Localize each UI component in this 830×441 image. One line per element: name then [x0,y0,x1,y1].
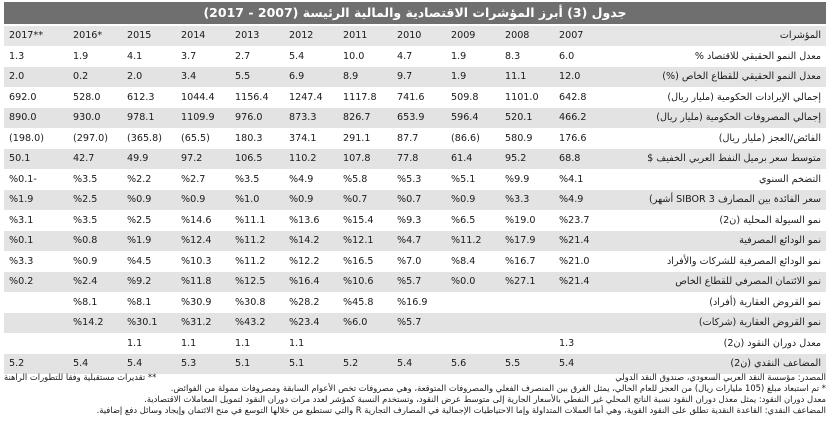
table-cell: %12.2 [284,251,338,272]
row-label: نمو القروض العقارية (شركات) [608,313,826,334]
table-cell: %9.9 [500,169,554,190]
table-cell [338,333,392,354]
table-cell: 1247.4 [284,87,338,108]
footnotes [4,372,826,438]
table-cell: %2.2 [122,169,176,190]
table-cell: %3.5 [68,210,122,231]
table-cell: 978.1 [122,108,176,129]
table-cell: 1044.4 [176,87,230,108]
table-cell: %8.1 [68,292,122,313]
table-cell: 97.2 [176,149,230,170]
table-cell: 1.9 [446,67,500,88]
table-cell: 9.7 [392,67,446,88]
table-cell: %21.4 [554,231,608,252]
table-cell: %28.2 [284,292,338,313]
table-cell: 653.9 [392,108,446,129]
table-cell: %11.2 [446,231,500,252]
table-cell [500,292,554,313]
table-cell: 3.7 [176,46,230,67]
table-cell: 77.8 [392,149,446,170]
table-cell: 1101.0 [500,87,554,108]
table-cell: 826.7 [338,108,392,129]
table-cell: %5.1 [446,169,500,190]
year-header: 2011 [338,26,392,46]
table-row [4,333,826,354]
table-cell: %17.9 [500,231,554,252]
footnote-source-row [4,372,826,383]
table-cell [4,313,68,334]
table-cell: 8.9 [338,67,392,88]
table-cell: 5.5 [230,67,284,88]
table-cell: 976.0 [230,108,284,129]
row-label: معدل النمو الحقيقي للقطاع الخاص (%) [608,67,826,88]
table-cell: %0.9 [68,251,122,272]
table-cell [4,333,68,354]
table-cell: %23.7 [554,210,608,231]
table-cell: 580.9 [500,128,554,149]
table-cell: 3.4 [176,67,230,88]
table-cell: %6.0 [338,313,392,334]
table-cell: 5.4 [284,46,338,67]
table-row [4,272,826,293]
table-cell: %14.6 [176,210,230,231]
table-cell: 176.6 [554,128,608,149]
table-cell [446,313,500,334]
header-row [4,26,826,46]
row-label: إجمالي المصروفات الحكومية (مليار ريال) [608,108,826,129]
table-cell [392,333,446,354]
table-cell: %3.3 [500,190,554,211]
table-cell: 1.1 [230,333,284,354]
table-cell: %9.2 [122,272,176,293]
table-cell: 642.8 [554,87,608,108]
velocity-note: معدل دوران النقود: يمثل معدل دوران النقود نسبة الناتج المحلي غير النفطي بالأسعار الجارية إلى متوسط عرض النقود، وتستخدم النسبة كمؤشر لعدد مرات دوران النقود لتمويل المعاملات الاقتصادية. [144,394,826,404]
table-cell: 509.8 [446,87,500,108]
table-cell: 1.9 [68,46,122,67]
year-header: 2010 [392,26,446,46]
row-label: التضخم السنوي [608,169,826,190]
table-row [4,128,826,149]
table-cell: 6.0 [554,46,608,67]
table-cell: %5.3 [392,169,446,190]
table-cell: 68.8 [554,149,608,170]
star-note: * تم استبعاد مبلغ (105 مليارات ريال) من العجز للعام الحالي، يمثل الفرق بين المنصرف الفعلي والمصروفات المتوقعة، وهي مصروفات تخص الأعوام السابقة ومصروفات ممولة من الفوائض. [170,383,826,393]
table-cell: 12.0 [554,67,608,88]
table-body [4,46,826,374]
table-cell: %30.1 [122,313,176,334]
table-cell: %2.5 [122,210,176,231]
table-cell: %0.7 [392,190,446,211]
row-label: نمو الودائع المصرفية [608,231,826,252]
table-cell: 5.6 [446,354,500,375]
table-cell: %2.4 [68,272,122,293]
table-cell: %0.8 [68,231,122,252]
label-column-header: المؤشرات [608,26,826,46]
table-row [4,251,826,272]
source-note: المصدر: مؤسسة النقد العربي السعودي، صندوق النقد الدولي [615,372,826,382]
table-cell: 1.3 [4,46,68,67]
table-cell: %31.2 [176,313,230,334]
table-cell: %0.1- [4,169,68,190]
row-label: نمو القروض العقارية (أفراد) [608,292,826,313]
table-cell: 8.3 [500,46,554,67]
table-cell: %11.8 [176,272,230,293]
table-row [4,190,826,211]
row-label: معدل النمو الحقيقي للاقتصاد % [608,46,826,67]
table-cell: %4.9 [284,169,338,190]
table-cell: %0.9 [122,190,176,211]
table-row [4,354,826,375]
table-cell: 741.6 [392,87,446,108]
table-cell: 4.1 [122,46,176,67]
table-cell: 1156.4 [230,87,284,108]
table-cell: %1.0 [230,190,284,211]
table-cell: %11.2 [230,251,284,272]
table-cell: %11.2 [230,231,284,252]
table-cell: %0.9 [284,190,338,211]
table-cell: 1.3 [554,333,608,354]
table-cell: 596.4 [446,108,500,129]
table-cell: %3.5 [230,169,284,190]
table-cell: 10.0 [338,46,392,67]
table-cell: %27.1 [500,272,554,293]
table-cell: 1.9 [446,46,500,67]
table-row [4,231,826,252]
table-cell [446,292,500,313]
table-cell: 528.0 [68,87,122,108]
table-cell: %4.1 [554,169,608,190]
row-label: إجمالي الإيرادات الحكومية (مليار ريال) [608,87,826,108]
table-cell: 6.9 [284,67,338,88]
table-cell: (86.6) [446,128,500,149]
table-cell: 180.3 [230,128,284,149]
table-cell: %1.9 [4,190,68,211]
year-header: 2007 [554,26,608,46]
table-cell: 1.1 [122,333,176,354]
table-cell: 890.0 [4,108,68,129]
table-cell: (365.8) [122,128,176,149]
table-cell: %23.4 [284,313,338,334]
table-cell: %3.5 [68,169,122,190]
table-cell [500,313,554,334]
table-cell: 1.1 [176,333,230,354]
table-cell: 5.1 [230,354,284,375]
table-cell: 612.3 [122,87,176,108]
table-cell: 520.1 [500,108,554,129]
table-row [4,87,826,108]
table-cell: %12.4 [176,231,230,252]
table-row [4,292,826,313]
year-header: 2015 [122,26,176,46]
table-cell: %8.4 [446,251,500,272]
table-cell: %4.7 [392,231,446,252]
table-cell: %30.8 [230,292,284,313]
table-cell: %0.7 [338,190,392,211]
table-cell: 110.2 [284,149,338,170]
table-cell: %2.5 [68,190,122,211]
table-cell: %0.9 [446,190,500,211]
year-header: 2008 [500,26,554,46]
year-header: 2014 [176,26,230,46]
multiplier-note: المضاعف النقدي: القاعدة النقدية تطلق على النقود القوية، وهي أما العملات المتداولة وإما الاحتياطيات الإجمالية في المصارف التجارية R والتي تستطيع من خلالها التوسع في منح الائتمان وإيجاد وسائل دفع إضافية. [96,405,826,415]
table-cell: %4.9 [554,190,608,211]
indicators-table [4,26,826,375]
table-cell: 5.1 [284,354,338,375]
table-cell: 4.7 [392,46,446,67]
table-cell: %0.0 [446,272,500,293]
table-cell: %14.2 [284,231,338,252]
table-cell: 87.7 [392,128,446,149]
table-cell: %4.5 [122,251,176,272]
row-label: سعر الفائدة بين المصارف 3 SIBOR أشهر) [608,190,826,211]
row-label: نمو الائتمان المصرفي للقطاع الخاص [608,272,826,293]
table-cell: %5.7 [392,313,446,334]
table-row [4,67,826,88]
row-label: المضاعف النقدي (ن2) [608,354,826,375]
table-cell: %5.8 [338,169,392,190]
table-cell: %15.4 [338,210,392,231]
table-title: جدول (3) أبرز المؤشرات الاقتصادية والمالية الرئيسة (2007 - 2017) [4,2,826,24]
table-cell: 374.1 [284,128,338,149]
table-cell: 1117.8 [338,87,392,108]
table-cell: 2.0 [122,67,176,88]
table-cell: %30.9 [176,292,230,313]
row-label: معدل دوران النقود (ن2) [608,333,826,354]
table-cell: %1.9 [122,231,176,252]
table-cell: %16.7 [500,251,554,272]
row-label: نمو الودائع المصرفية للشركات والأفراد [608,251,826,272]
table-cell: %45.8 [338,292,392,313]
table-row [4,46,826,67]
table-cell: 0.2 [68,67,122,88]
table-cell: %3.3 [4,251,68,272]
table-cell: 107.8 [338,149,392,170]
table-cell: %12.5 [230,272,284,293]
row-label: نمو السيولة المحلية (ن2) [608,210,826,231]
table-cell: %6.5 [446,210,500,231]
table-cell: %21.4 [554,272,608,293]
table-cell: 873.3 [284,108,338,129]
table-cell: %10.6 [338,272,392,293]
row-label: الفائض/العجز (مليار ريال) [608,128,826,149]
table-cell: 692.0 [4,87,68,108]
table-cell [554,313,608,334]
table-cell: %43.2 [230,313,284,334]
table-cell: (65.5) [176,128,230,149]
table-cell: 5.4 [554,354,608,375]
table-cell: %2.7 [176,169,230,190]
table-cell: %10.3 [176,251,230,272]
estimates-note: ** تقديرات مستقبلية وفقا للتطورات الراهنة [4,372,157,382]
row-label: متوسط سعر برميل النفط العربي الخفيف $ [608,149,826,170]
table-cell: %7.0 [392,251,446,272]
year-header: 2012 [284,26,338,46]
table-cell: (198.0) [4,128,68,149]
table-cell: %14.2 [68,313,122,334]
table-cell: 5.3 [176,354,230,375]
table-cell: 5.4 [122,354,176,375]
table-cell: 95.2 [500,149,554,170]
table-cell: %0.9 [176,190,230,211]
year-header: 2009 [446,26,500,46]
table-cell: 930.0 [68,108,122,129]
table-cell: 49.9 [122,149,176,170]
table-row [4,149,826,170]
table-cell: 61.4 [446,149,500,170]
table-cell: %11.1 [230,210,284,231]
table-cell: 42.7 [68,149,122,170]
table-cell: %16.9 [392,292,446,313]
table-cell: 466.2 [554,108,608,129]
table-cell: 11.1 [500,67,554,88]
table-cell: 291.1 [338,128,392,149]
table-cell [446,333,500,354]
table-cell: 5.2 [338,354,392,375]
year-header: 2017** [4,26,68,46]
table-cell: (297.0) [68,128,122,149]
table-cell [4,292,68,313]
table-cell: 5.4 [68,354,122,375]
table-cell: 2.7 [230,46,284,67]
table-cell: %19.0 [500,210,554,231]
table-cell: %5.7 [392,272,446,293]
table-cell [554,292,608,313]
table-row [4,210,826,231]
table-cell: 5.4 [392,354,446,375]
table-cell: %3.1 [4,210,68,231]
table-cell: 1.1 [284,333,338,354]
table-row [4,169,826,190]
table-cell: %21.0 [554,251,608,272]
table-cell [68,333,122,354]
table-row [4,313,826,334]
table-cell: %16.5 [338,251,392,272]
table-cell: %13.6 [284,210,338,231]
table-cell: %16.4 [284,272,338,293]
table-cell: 50.1 [4,149,68,170]
table-cell: 2.0 [4,67,68,88]
year-header: 2016* [68,26,122,46]
table-cell: %0.2 [4,272,68,293]
table-cell: 106.5 [230,149,284,170]
year-header: 2013 [230,26,284,46]
table-cell: %12.1 [338,231,392,252]
table-cell: 5.2 [4,354,68,375]
table-cell: %0.1 [4,231,68,252]
table-cell: %9.3 [392,210,446,231]
table-cell [500,333,554,354]
table-cell: 5.5 [500,354,554,375]
table-cell: %8.1 [122,292,176,313]
table-cell: 1109.9 [176,108,230,129]
table-row [4,108,826,129]
